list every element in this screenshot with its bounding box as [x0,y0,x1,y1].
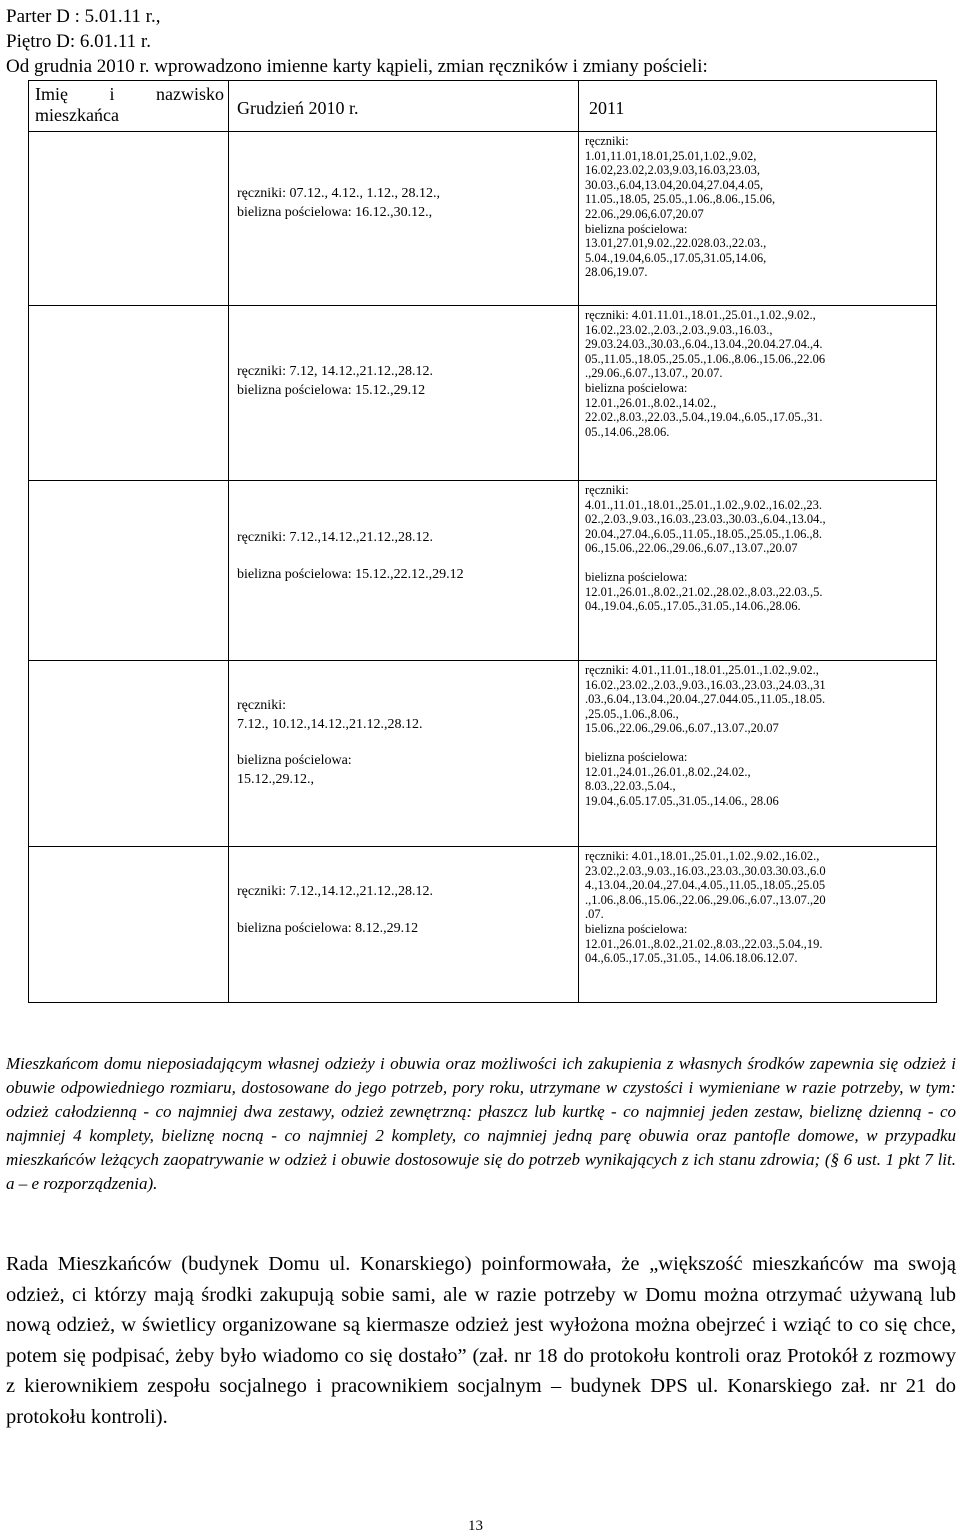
entry-line: bielizna pościelowa: [585,921,688,936]
entry-line: 15.12.,29.12., [237,771,314,787]
entry-line: 23.02.,2.03.,9.03.,16.03.,23.03.,30.03.30.03.,6.0 [585,863,826,878]
entry-line: bielizna pościelowa: 15.12.,22.12.,29.12 [237,566,464,582]
entry-line: 4.01.,11.01.,18.01.,25.01.,1.02.,9.02.,16.02.,23. [585,497,823,512]
december-cell [229,132,579,306]
resident-name-cell [29,661,229,847]
entry-line: 20.04.,27.04.,6.05.,11.05.,18.05.,25.05.,1.06.,8. [585,526,823,541]
december-entries [237,132,578,222]
entry-line: 15.06.,22.06.,29.06.,6.07.,13.07.,20.07 [585,721,779,736]
entry-line: 06.,15.06.,22.06.,29.06.,6.07.,13.07.,20.07 [585,541,798,556]
bath-cards-table [28,80,937,1003]
entry-line: 16.02,23.02,2.03,9.03,16.03,23.03, [585,163,760,178]
entry-line: ręczniki: 07.12., 4.12., 1.12., 28.12., [237,186,440,201]
entry-line: .03.,6.04.,13.04.,20.04.,27.044.05.,11.05.,18.05. [585,692,826,707]
year-entries [585,308,936,439]
entry-line: bielizna pościelowa: 15.12.,29.12 [237,382,426,398]
december-cell [229,306,579,481]
entry-line: 12.01.,26.01.,8.02.,21.02.,8.03.,22.03.,5.04.,19. [585,936,823,951]
header-word: Imię [35,84,68,104]
year-entries [585,663,936,808]
entry-line: 4.,13.04.,20.04.,27.04.,4.05.,11.05.,18.05.,25.05 [585,878,826,893]
resident-name-cell [29,306,229,481]
year-cell [579,132,937,306]
table-row [29,481,937,661]
entry-line: bielizna pościelowa: [585,749,688,764]
entry-line: 29.03.24.03.,30.03.,6.04.,13.04.,20.04.27.04.,4. [585,337,823,352]
entry-line: 12.01.,26.01.,8.02.,21.02.,28.02.,8.03.,22.03.,5. [585,584,823,599]
year-cell [579,847,937,1003]
entry-line [585,736,936,750]
entry-line: bielizna pościelowa: [585,221,688,236]
intro-line-2: Piętro D: 6.01.11 r. [6,31,151,52]
resident-name-cell [29,132,229,306]
entry-line: bielizna pościelowa: [585,569,688,584]
entry-line: ręczniki: 7.12, 14.12.,21.12.,28.12. [237,364,433,379]
year-cell [579,481,937,661]
entry-line: 12.01.,24.01.,26.01.,8.02.,24.02., [585,764,751,779]
document-intro [6,4,708,79]
entry-line: 5.04.,19.04,6.05.,17.05,31.05,14.06, [585,250,767,265]
page-number: 13 [468,1518,483,1534]
clothing-provision-paragraph: Mieszkańcom domu nieposiadającym własnej odzieży i obuwia oraz możliwości ich zakupienia z własnych środków zapewnia się odzież i obuwie odpowiedniego rozmiaru, dostosowane do jego potrzeb, pory roku, utrzymane w czystości i wymieniane w razie potrzeby, w tym: odzież całodzienną - co najmniej dwa zestawy, odzież zewnętrzną: płaszcz lub kurtkę - co najmniej jeden zestaw, bieliznę dzienną - co najmniej 4 komplety, bieliznę nocną - co najmniej 2 komplety, co najmniej jedną parę obuwia oraz pantofle domowe, w przypadku mieszkańców leżących zaopatrywanie w odzież i obuwie dostosowuje się do potrzeb wynikających z ich stanu zdrowia; (§ 6 ust. 1 pkt 7 lit. a – e rozporządzenia). [6,1054,956,1194]
entry-line: 7.12., 10.12.,14.12.,21.12.,28.12. [237,716,423,732]
header-december: Grudzień 2010 r. [229,81,579,132]
entry-line: .,1.06.,8.06.,15.06.,22.06.,29.06.,6.07.,13.07.,20 [585,892,826,907]
entry-line: ręczniki: 7.12.,14.12.,21.12.,28.12. [237,884,433,899]
header-year: 2011 [579,81,937,132]
december-entries [237,481,578,584]
entry-line: bielizna pościelowa: 8.12.,29.12 [237,920,419,936]
year-cell [579,661,937,847]
entry-line [585,556,936,570]
entry-line: 13.01,27.01,9.02.,22.028.03.,22.03., [585,236,767,251]
year-entries [585,483,936,614]
entry-line: ręczniki: 4.01.11.01.,18.01.,25.01.,1.02.,9.02., [585,308,816,322]
table-row [29,661,937,847]
entry-line: ręczniki: 4.01.,18.01.,25.01.,1.02.,9.02.,16.02., [585,849,820,863]
december-entries [237,306,578,400]
entry-line: 22.06.,29.06,6.07,20.07 [585,206,704,221]
entry-line [237,734,578,752]
entry-line: bielizna pościelowa: [237,753,352,768]
december-cell [229,661,579,847]
table-row [29,847,937,1003]
entry-line: 16.02.,23.02.,2.03.,2.03.,9.03.,16.03., [585,322,773,337]
entry-line [237,902,578,920]
header-resident-name [29,81,229,132]
table-row [29,132,937,306]
header-word: i [109,84,115,104]
entry-line: ręczniki: [237,698,286,713]
intro-line-1: Parter D : 5.01.11 r., [6,6,161,27]
entry-line: 1.01,11.01,18.01,25.01,1.02.,9.02, [585,148,757,163]
entry-line: ręczniki: [585,483,629,497]
entry-line: 11.05.,18.05, 25.05.,1.06.,8.06.,15.06, [585,192,776,207]
entry-line: 16.02.,23.02.,2.03.,9.03.,16.03.,23.03.,24.03.,31 [585,677,826,692]
entry-line: bielizna pościelowa: 16.12.,30.12., [237,204,433,220]
entry-line: 05.,11.05.,18.05.,25.05.,1.06.,8.06.,15.06.,22.06 [585,351,826,366]
december-cell [229,481,579,661]
header-word: mieszkańca [35,105,119,125]
resident-name-cell [29,481,229,661]
entry-line: 19.04.,6.05.17.05.,31.05.,14.06., 28.06 [585,793,779,808]
entry-line: bielizna pościelowa: [585,380,688,395]
entry-line: 22.02.,8.03.,22.03.,5.04.,19.04.,6.05.,17.05.,31. [585,410,823,425]
december-entries [237,847,578,938]
entry-line: 02.,2.03.,9.03.,16.03.,23.03.,30.03.,6.04.,13.04., [585,512,826,527]
entry-line: 8.03.,22.03.,5.04., [585,779,676,794]
entry-line: 05.,14.06.,28.06. [585,424,670,439]
header-word: nazwisko [156,84,224,104]
entry-line: ręczniki: [585,134,629,148]
entry-line: ręczniki: 4.01.,11.01.,18.01.,25.01.,1.02.,9.02., [585,663,819,677]
entry-line [237,548,578,566]
entry-line: 28.06,19.07. [585,265,648,280]
year-entries [585,849,936,966]
entry-line: .,29.06.,6.07.,13.07., 20.07. [585,366,723,381]
december-entries [237,661,578,789]
residents-council-paragraph: Rada Mieszkańców (budynek Domu ul. Konarskiego) poinformowała, że „większość mieszkańców ma swoją odzież, ci którzy mają środki zakupują sobie sami, ale w razie potrzeby w Domu można otrzymać używaną lub nową odzież, w świetlicy organizowane są kiermasze odzież jest wyłożona można obejrzeć i wziąć to co się chce, potem się podpisać, żeby było wiadomo co się dostało” (zał. nr 18 do protokołu kontroli oraz Protokół z rozmowy z kierownikiem zespołu socjalnego i pracownikiem socjalnym – budynek DPS ul. Konarskiego zał. nr 21 do protokołu kontroli). [6,1253,956,1428]
entry-line: .07. [585,907,604,922]
entry-line: 04.,6.05.,17.05.,31.05., 14.06.18.06.12.07. [585,951,798,966]
entry-line: ,25.05.,1.06.,8.06., [585,706,679,721]
entry-line: 04.,19.04.,6.05.,17.05.,31.05.,14.06.,28.06. [585,599,801,614]
intro-line-3: Od grudnia 2010 r. wprowadzono imienne karty kąpieli, zmian ręczników i zmiany pościeli: [6,56,708,77]
entry-line: ręczniki: 7.12.,14.12.,21.12.,28.12. [237,530,433,545]
entry-line: 12.01.,26.01.,8.02.,14.02., [585,395,717,410]
entry-line: 30.03.,6.04,13.04,20.04,27.04,4.05, [585,177,764,192]
table-row [29,306,937,481]
year-entries [585,134,936,280]
year-cell [579,306,937,481]
resident-name-cell [29,847,229,1003]
december-cell [229,847,579,1003]
table-header-row [29,81,937,132]
